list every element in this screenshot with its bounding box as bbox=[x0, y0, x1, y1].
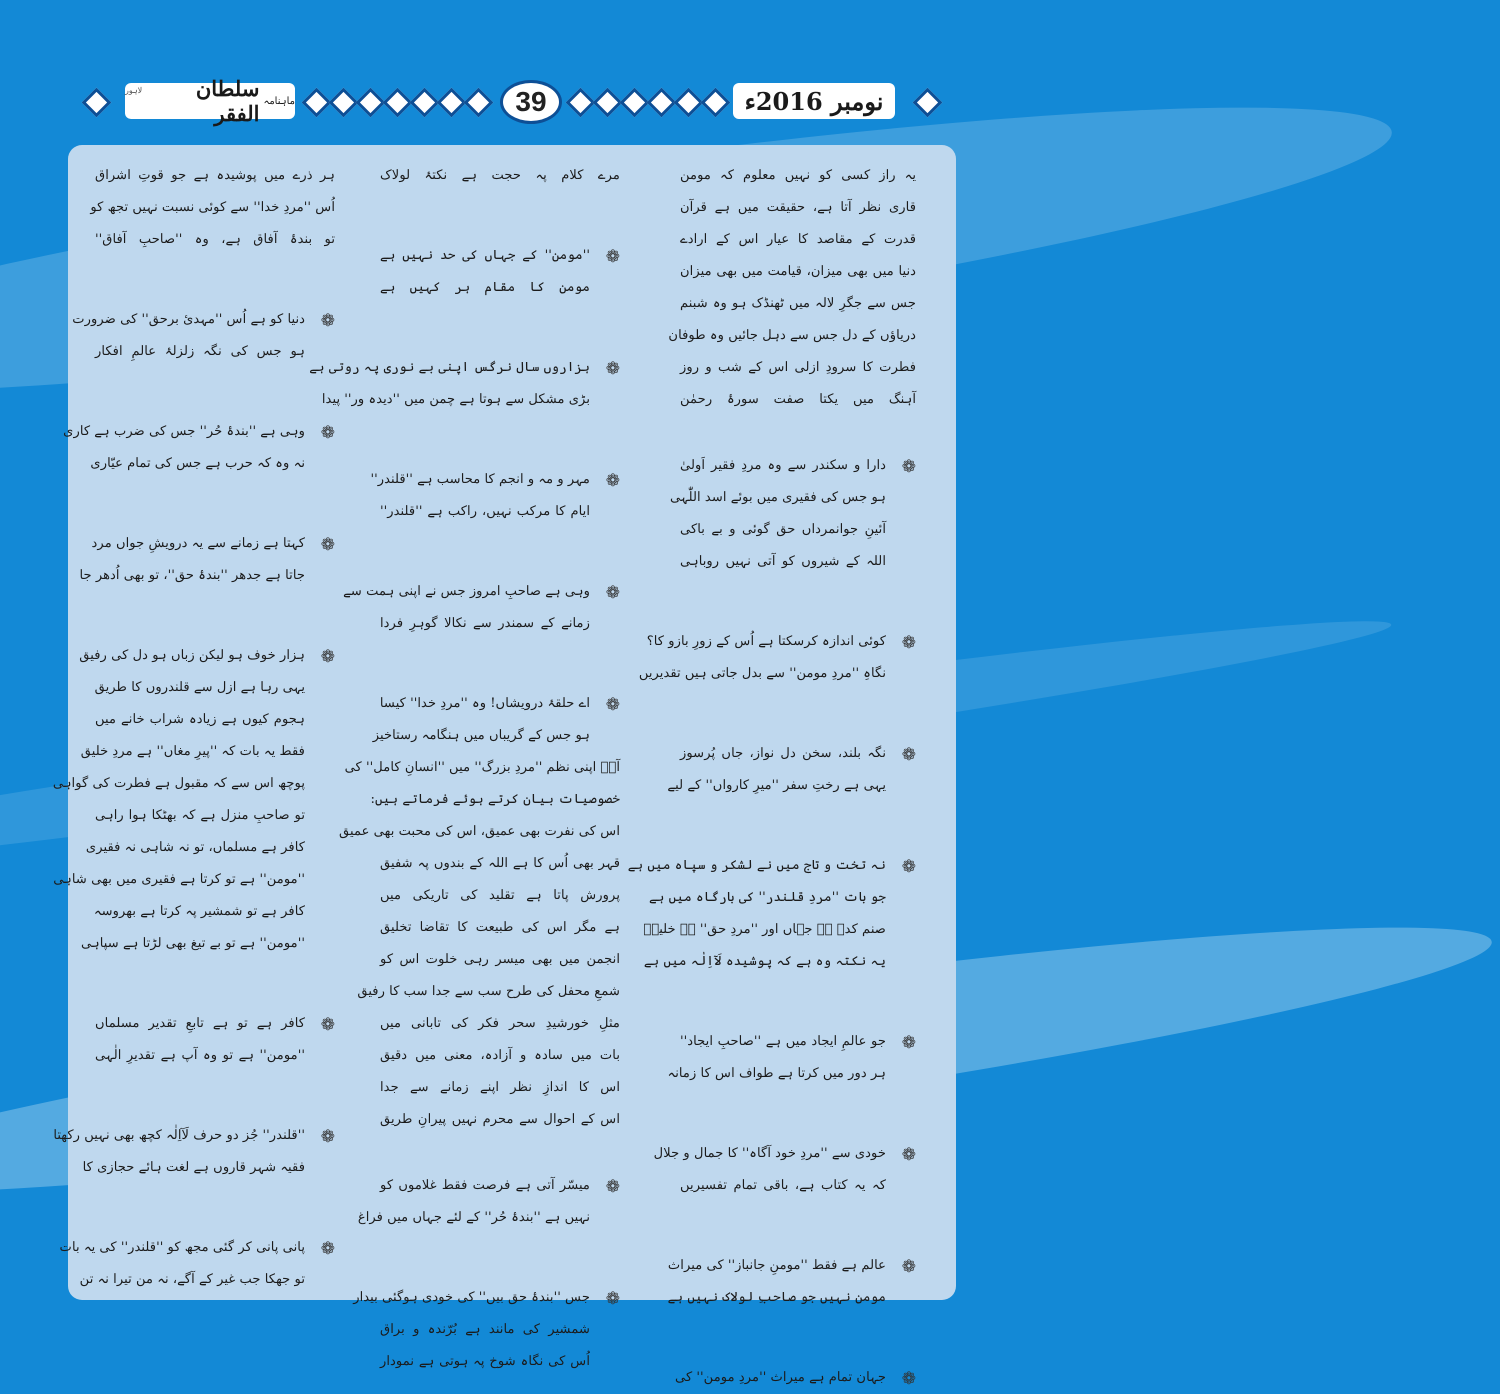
verse-line: زمانے کے سمندر سے نکالا گوہرِ فردا bbox=[380, 616, 590, 631]
verse-line: ہو جس کی نگہ زلزلۂ عالمِ افکار bbox=[95, 344, 305, 359]
flower-bullet-icon: ❁ bbox=[320, 535, 335, 555]
verse-line: قدرت کے مقاصد کا عیار اس کے ارادے bbox=[680, 232, 916, 247]
verse-line: قاری نظر آتا ہے، حقیقت میں ہے قرآن bbox=[680, 200, 916, 215]
issue-date: نومبر 2016ء bbox=[733, 83, 895, 119]
verse-line: کافر ہے تو شمشیر پہ کرتا ہے بھروسہ bbox=[93, 904, 305, 919]
stanza bbox=[669, 450, 916, 578]
flower-bullet-icon: ❁ bbox=[605, 583, 620, 603]
verse-line: جہان تمام ہے میراث ''مردِ مومن'' کی bbox=[674, 1370, 886, 1385]
verse-line: وہی ہے صاحبِ امروز جس نے اپنی ہمت سے bbox=[343, 584, 590, 599]
verse-line: نہیں ہے ''بندۂ حُر'' کے لئے جہاں میں فراغ bbox=[357, 1210, 590, 1225]
verse-line: ہجوم کیوں ہے زیادہ شراب خانے میں bbox=[95, 712, 305, 727]
verse-line: تو بندۂ آفاق ہے، وہ ''صاحبِ آفاق'' bbox=[95, 232, 335, 247]
flower-bullet-icon: ❁ bbox=[901, 857, 916, 877]
verse-line: ہر ذرے میں پوشیدہ ہے جو قوتِ اشراق bbox=[95, 168, 335, 183]
diamond-ornament bbox=[647, 88, 677, 118]
verse-line: نہ تخت و تاج میں نے لشکر و سپاہ میں ہے bbox=[627, 858, 886, 873]
flower-bullet-icon: ❁ bbox=[320, 1127, 335, 1147]
verse-line: کوئی اندازہ کرسکتا ہے اُس کے زورِ بازو کا؟ bbox=[646, 634, 886, 649]
flower-bullet-icon: ❁ bbox=[320, 1015, 335, 1035]
verse-line: انجمن میں بھی میسر رہی خلوت اس کو bbox=[380, 952, 620, 967]
flower-bullet-icon: ❁ bbox=[901, 633, 916, 653]
diamond-ornament bbox=[437, 88, 467, 118]
stanza bbox=[653, 1138, 916, 1202]
flower-bullet-icon: ❁ bbox=[901, 1033, 916, 1053]
verse-line: ہزاروں سال نرگس اپنی بے نوری پہ روتی ہے bbox=[309, 360, 590, 375]
flower-bullet-icon: ❁ bbox=[901, 1369, 916, 1389]
verse-line: آئینِ جوانمرداں حق گوئی و بے باکی bbox=[680, 522, 886, 537]
verse-line: میسّر آتی ہے فرصت فقط غلاموں کو bbox=[380, 1178, 590, 1193]
left-column bbox=[52, 160, 335, 1296]
diamond-ornament bbox=[593, 88, 623, 118]
stanza bbox=[353, 1282, 620, 1378]
verse-line: فقیہ شہر قاروں ہے لغت ہائے حجازی کا bbox=[82, 1160, 305, 1175]
stanza bbox=[667, 738, 916, 802]
verse-line: ہے مگر اس کی طبیعت کا تقاضا تخلیق bbox=[380, 920, 620, 935]
flower-bullet-icon: ❁ bbox=[320, 423, 335, 443]
verse-line: جو بات ''مردِ قلندر'' کی بارگاہ میں ہے bbox=[648, 890, 886, 905]
diamond-ornament bbox=[701, 88, 731, 118]
verse-line: ''مومن'' ہے تو بے تیغ بھی لڑتا ہے سپاہی bbox=[81, 936, 305, 951]
stanza bbox=[638, 626, 916, 690]
verse-line: پرورش پاتا ہے تقلید کی تاریکی میں bbox=[380, 888, 620, 903]
diamond-ornament bbox=[913, 88, 943, 118]
verse-line: کہ یہ کتاب ہے، باقی تمام تفسیریں bbox=[680, 1178, 886, 1193]
flower-bullet-icon: ❁ bbox=[605, 695, 620, 715]
verse-line: اس کے احوال سے محرم نہیں پیرانِ طریق bbox=[380, 1112, 620, 1127]
verse-line: نگہ بلند، سخن دل نواز، جاں پُرسوز bbox=[680, 746, 886, 761]
verse-line: ہو جس کے گریباں میں ہنگامہ رستاخیز bbox=[372, 728, 590, 743]
flower-bullet-icon: ❁ bbox=[320, 311, 335, 331]
verse-line: فقط یہ بات کہ ''پیرِ مغاں'' ہے مردِ خلیق bbox=[80, 744, 305, 759]
stanza bbox=[72, 304, 335, 368]
stanza bbox=[63, 416, 335, 480]
verse-line: مومن کا مقام ہر کہیں ہے bbox=[380, 280, 590, 295]
flower-bullet-icon: ❁ bbox=[901, 1257, 916, 1277]
diamond-ornament bbox=[356, 88, 386, 118]
verse-line: اے حلقۂ درویشاں! وہ ''مردِ خدا'' کیسا bbox=[379, 696, 590, 711]
verse-line: جو عالمِ ایجاد میں ہے ''صاحبِ ایجاد'' bbox=[680, 1034, 886, 1049]
verse-line: اُس کی نگاہ شوخ پہ ہوتی ہے نمودار bbox=[380, 1354, 590, 1369]
verse-line: یہ راز کسی کو نہیں معلوم کہ مومن bbox=[680, 168, 916, 183]
flower-bullet-icon: ❁ bbox=[605, 1177, 620, 1197]
verse-line: بات میں سادہ و آزادہ، معنی میں دقیق bbox=[380, 1048, 620, 1063]
verse-line: صنم کدہ ہے جہاں اور ''مردِ حق'' ہے خلیلؑ bbox=[643, 922, 886, 937]
verse-line: مہر و مہ و انجم کا محاسب ہے ''قلندر'' bbox=[370, 472, 590, 487]
verse-line: اُس ''مردِ خدا'' سے کوئی نسبت نہیں تجھ کو bbox=[90, 200, 335, 215]
page-number: 39 bbox=[500, 80, 562, 124]
verse-line: ''مومن'' ہے تو کرتا ہے فقیری میں بھی شاہی bbox=[53, 872, 305, 887]
stanza bbox=[372, 688, 620, 752]
verse-line: ہر دور میں کرتا ہے طواف اس کا زمانہ bbox=[667, 1066, 886, 1081]
verse-line: دارا و سکندر سے وہ مردِ فقیر اَولیٰ bbox=[680, 458, 886, 473]
stanza bbox=[380, 240, 620, 304]
flower-bullet-icon: ❁ bbox=[320, 647, 335, 667]
verse-line: اس کا اندازِ نظر اپنے زمانے سے جدا bbox=[380, 1080, 620, 1095]
diamond-ornament bbox=[464, 88, 494, 118]
verse-line: خودی سے ''مردِ خود آگاہ'' کا جمال و جلال bbox=[653, 1146, 886, 1161]
verse-line: کہتا ہے زمانے سے یہ درویشِ جواں مرد bbox=[91, 536, 305, 551]
diamond-ornament bbox=[383, 88, 413, 118]
verse-line: دنیا کو ہے اُس ''مہدیٔ برحق'' کی ضرورت bbox=[72, 312, 305, 327]
flower-bullet-icon: ❁ bbox=[605, 471, 620, 491]
prose-line: آپؒ اپنی نظم ''مردِ بزرگ'' میں ''انسانِ کامل'' کی bbox=[344, 760, 620, 775]
stanza bbox=[667, 1026, 916, 1090]
stanza bbox=[95, 1008, 335, 1072]
stanza bbox=[309, 352, 620, 416]
verse-line: اللہ کے شیروں کو آتی نہیں روباہی bbox=[680, 554, 886, 569]
stanza bbox=[59, 1232, 335, 1296]
verse-line: پوچھ اس سے کہ مقبول ہے فطرت کی گواہی bbox=[52, 776, 305, 791]
verse-line: تو جھکا جب غیر کے آگے، نہ من تیرا نہ تن bbox=[79, 1272, 305, 1287]
verse-line: ''مومن'' کے جہاں کی حد نہیں ہے bbox=[380, 248, 590, 263]
flower-bullet-icon: ❁ bbox=[901, 1145, 916, 1165]
verse-line: پانی پانی کر گئی مجھ کو ''قلندر'' کی یہ بات bbox=[59, 1240, 305, 1255]
right-column bbox=[627, 160, 916, 1394]
verse-line: یہی ہے رختِ سفر ''میرِ کارواں'' کے لیے bbox=[667, 778, 886, 793]
verse-line: جاتا ہے جدھر ''بندۂ حق''، تو بھی اُدھر جا bbox=[79, 568, 305, 583]
stanza bbox=[370, 464, 620, 528]
verse-line: یہی رہا ہے ازل سے قلندروں کا طریق bbox=[94, 680, 305, 695]
verse-line: ہزار خوف ہو لیکن زباں ہو دل کی رفیق bbox=[79, 648, 305, 663]
stanza bbox=[52, 640, 335, 960]
page-header bbox=[0, 76, 1026, 126]
magazine-logo: ماہنامہ سلطان الفقر لاہور bbox=[125, 76, 295, 126]
verse-line: نہ وہ کہ حرب ہے جس کی تمام عیّاری bbox=[90, 456, 305, 471]
stanza bbox=[627, 850, 916, 978]
verse-line: کافر ہے تو ہے تابعِ تقدیر مسلماں bbox=[95, 1016, 305, 1031]
verse-line: مرے کلام پہ حجت ہے نکتۂ لولاک bbox=[380, 168, 620, 183]
verse-line: کافر ہے مسلماں، تو نہ شاہی نہ فقیری bbox=[85, 840, 305, 855]
flower-bullet-icon: ❁ bbox=[605, 359, 620, 379]
verse-line: شمشیر کی مانند ہے بُرّندہ و براق bbox=[380, 1322, 590, 1337]
flower-bullet-icon: ❁ bbox=[320, 1239, 335, 1259]
verse-line: اس کی نفرت بھی عمیق، اس کی محبت بھی عمیق bbox=[338, 824, 620, 839]
stanza bbox=[674, 1362, 916, 1394]
stanza bbox=[357, 1170, 620, 1234]
verse-line: وہی ہے ''بندۂ حُر'' جس کی ضرب ہے کاری bbox=[63, 424, 305, 439]
diamond-ornament bbox=[566, 88, 596, 118]
verse-line: دنیا میں بھی میزان، قیامت میں بھی میزان bbox=[680, 264, 916, 279]
verse-line: نگاہِ ''مردِ مومن'' سے بدل جاتی ہیں تقدیریں bbox=[638, 666, 886, 681]
stanza bbox=[79, 528, 335, 592]
verse-line: دریاؤں کے دل جس سے دہل جائیں وہ طوفان bbox=[668, 328, 916, 343]
verse-line: فطرت کا سرودِ ازلی اس کے شب و روز bbox=[680, 360, 916, 375]
diamond-ornament bbox=[82, 88, 112, 118]
stanza bbox=[667, 1250, 916, 1314]
verse-line: بڑی مشکل سے ہوتا ہے چمن میں ''دیدہ ور'' پیدا bbox=[321, 392, 590, 407]
flower-bullet-icon: ❁ bbox=[901, 745, 916, 765]
diamond-ornament bbox=[302, 88, 332, 118]
diamond-ornament bbox=[410, 88, 440, 118]
stanza bbox=[343, 576, 620, 640]
verse-line: آہنگ میں یکتا صفت سورۂ رحمٰن bbox=[680, 392, 916, 407]
flower-bullet-icon: ❁ bbox=[605, 247, 620, 267]
verse-line: یہ نکتہ وہ ہے کہ پوشیدہ لَآاِلٰہ میں ہے bbox=[643, 954, 886, 969]
diamond-ornament bbox=[674, 88, 704, 118]
middle-column bbox=[309, 160, 620, 1378]
verse-line: ایام کا مرکب نہیں، راکب ہے ''قلندر'' bbox=[380, 504, 590, 519]
diamond-ornament bbox=[329, 88, 359, 118]
stanza bbox=[53, 1120, 335, 1184]
flower-bullet-icon: ❁ bbox=[901, 457, 916, 477]
magazine-title: سلطان الفقر bbox=[195, 76, 260, 126]
verse-line: تو صاحبِ منزل ہے کہ بھٹکا ہوا راہی bbox=[95, 808, 305, 823]
flower-bullet-icon: ❁ bbox=[605, 1289, 620, 1309]
verse-line: قہر بھی اُس کا ہے اللہ کے بندوں پہ شفیق bbox=[380, 856, 620, 871]
verse-line: جس سے جگرِ لالہ میں ٹھنڈک ہو وہ شبنم bbox=[680, 296, 916, 311]
verse-line: جس ''بندۂ حق بیں'' کی خودی ہوگئی بیدار bbox=[353, 1290, 590, 1305]
verse-line: ''مومن'' ہے تو وہ آپ ہے تقدیرِ الٰہی bbox=[95, 1048, 305, 1063]
verse-line: ''قلندر'' جُز دو حرف لَآاِلٰہ کچھ بھی نہیں رکھتا bbox=[53, 1128, 305, 1143]
prose-line: خصوصیات بیان کرتے ہوئے فرماتے ہیں: bbox=[370, 792, 620, 807]
verse-line: عالم ہے فقط ''مومنِ جانباز'' کی میراث bbox=[667, 1258, 886, 1273]
diamond-ornament bbox=[620, 88, 650, 118]
verse-line: مومن نہیں جو صاحبِ لولاک نہیں ہے bbox=[667, 1290, 886, 1305]
verse-line: ہو جس کی فقیری میں بوئے اسد اللّٰہی bbox=[669, 490, 886, 505]
verse-line: مثلِ خورشیدِ سحر فکر کی تابانی میں bbox=[380, 1016, 620, 1031]
verse-line: شمعِ محفل کی طرح سب سے جدا سب کا رفیق bbox=[357, 984, 620, 999]
